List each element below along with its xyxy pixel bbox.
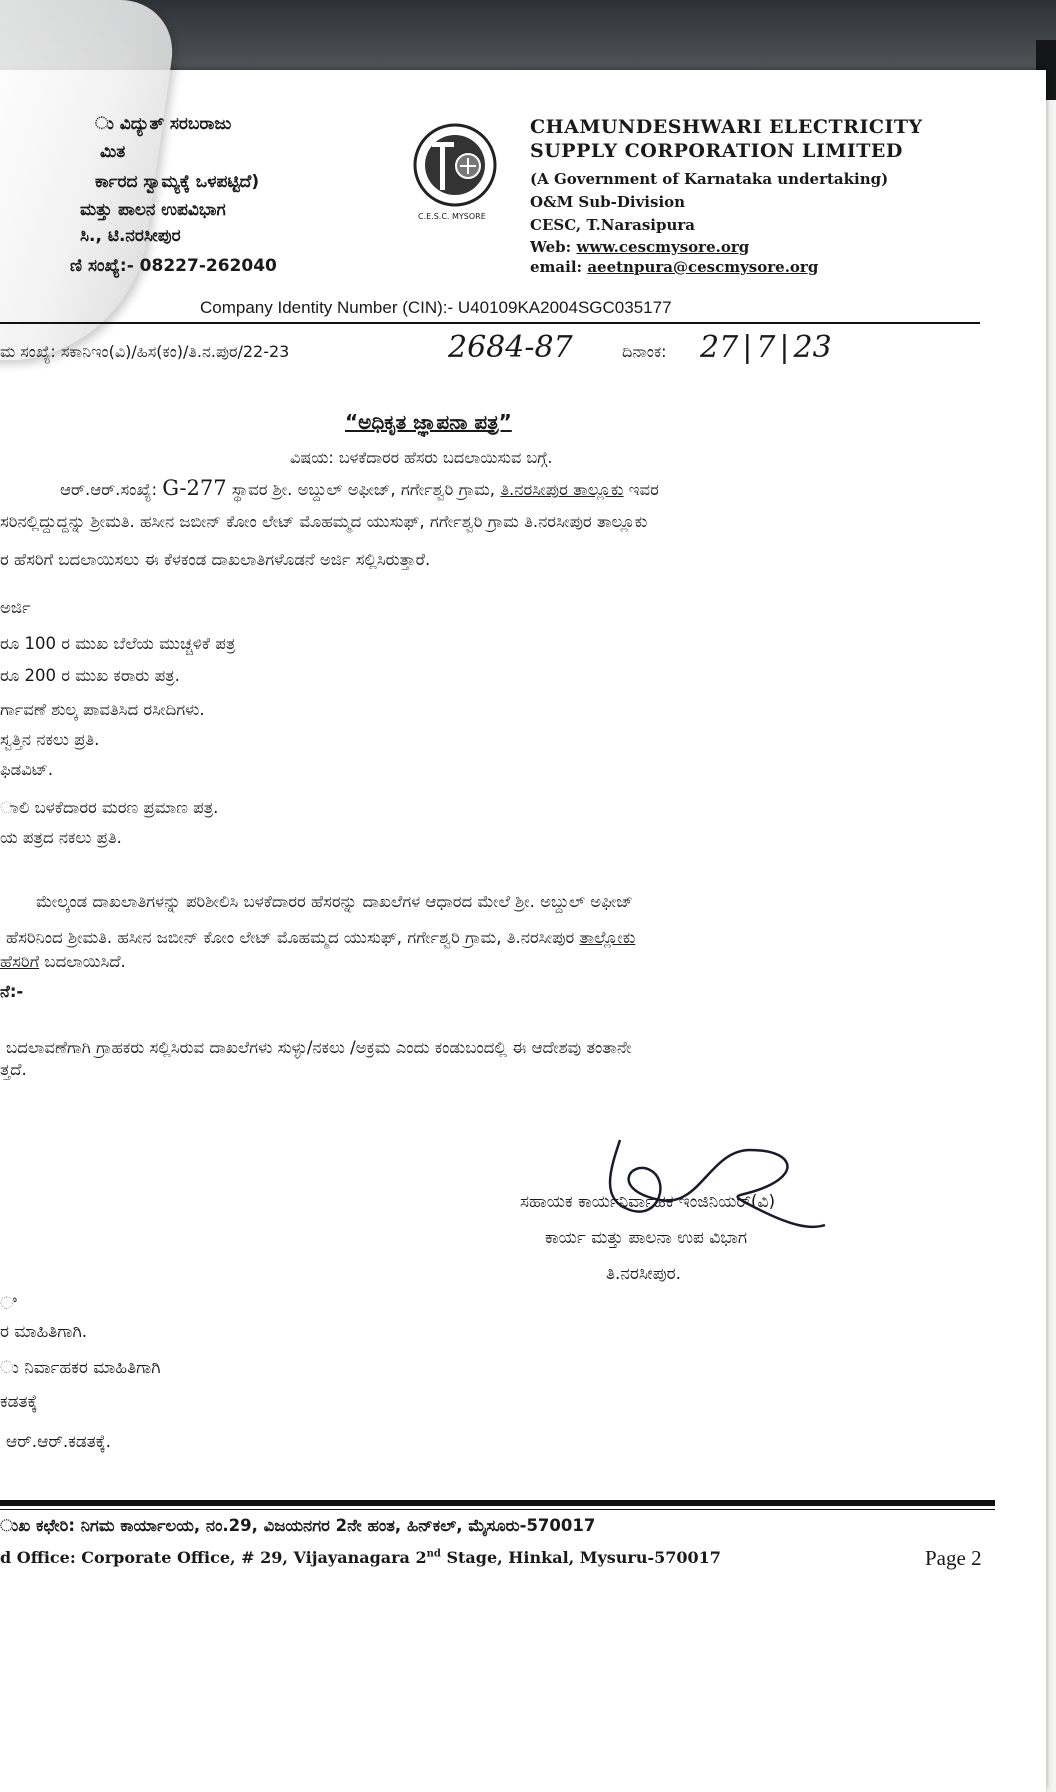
list-item: ಯ ಪತ್ರದ ನಕಲು ಪ್ರತಿ. [0, 828, 122, 847]
copy-item: ು ನಿರ್ವಾಹಕರ ಮಾಹಿತಿಗಾಗಿ [0, 1358, 161, 1378]
footer-en-address [0, 1548, 721, 1567]
header-en-office: CESC, T.Narasipura [530, 216, 695, 234]
header-kn-line1: ು ವಿದ್ಯುತ್ ಸರಬರಾಜು [95, 114, 232, 134]
cesc-logo-icon [410, 120, 500, 210]
list-item: ರೂ 100 ರ ಮುಖ ಬೆಲೆಯ ಮುಚ್ಚಳಿಕೆ ಪತ್ರ [0, 634, 236, 653]
para1-line2: ಸರಿನಲ್ಲಿದ್ದುದ್ದನ್ನು ಶ್ರೀಮತಿ. ಹಸೀನ ಜಬೀನ್ ಕೋಂ ಲೇಟ್ ಮೊಹಮ್ಮದ ಯುಸುಫ್, ಗರ್ಗೇಶ್ವರಿ ಗ್ರಾಮ ತಿ.ನರಸೀಪುರ ತಾಲ್ಲೂಕು [0, 512, 648, 531]
web-link[interactable]: www.cescmysore.org [576, 238, 750, 256]
footer-rule-thin [0, 1509, 995, 1510]
header-kn-line3: ರ್ಕಾರದ ಸ್ವಾಮ್ಯಕ್ಕೆ ಒಳಪಟ್ಟಿದೆ) [95, 172, 260, 192]
cin-number: Company Identity Number (CIN):- U40109KA2004SGC035177 [200, 298, 672, 317]
date-month: 7 [756, 330, 776, 365]
para2-taluk: ತಾಲ್ಲೋಕು [579, 928, 636, 947]
header-kn-line5: ಸಿ., ಟಿ.ನರಸೀಪುರ [80, 226, 181, 246]
header-en-subdivision: O&M Sub-Division [530, 193, 686, 211]
signature-icon [600, 1130, 830, 1240]
header-en-company-line1: CHAMUNDESHWARI ELECTRICITY [530, 116, 923, 138]
header-en-company-line2: SUPPLY CORPORATION LIMITED [530, 140, 903, 162]
note-line2: ತ್ತದೆ. [0, 1060, 27, 1079]
copy-item: ಿ [0, 1294, 17, 1314]
web-label: Web: [530, 238, 572, 256]
para2-changed: ಬದಲಾಯಿಸಿದೆ. [44, 952, 126, 971]
para2-name-underlined: ಹೆಸರಿಗೆ [0, 952, 40, 971]
footer-kn-address: ುಖ ಕಛೇರಿ: ನಿಗಮ ಕಾರ್ಯಾಲಯ, ನಂ.29, ವಿಜಯನಗರ 2ನೇ ಹಂತ, ಹಿನ್‌ಕಲ್, ಮೈಸೂರು-570017 [0, 1516, 596, 1535]
signatory-designation: ಸಹಾಯಕ ಕಾರ್ಯನಿರ್ವಾಹಕ ಇಂಜಿನಿಯರ್(ವಿ) [520, 1192, 776, 1212]
note-heading: ನೆ:- [0, 982, 24, 1001]
copy-item: ಆರ್.ಆರ್.ಕಡತಕ್ಕೆ. [6, 1432, 112, 1452]
para2-line2-text: ಹೆಸರಿನಿಂದ ಶ್ರೀಮತಿ. ಹಸೀನ ಜಬೀನ್ ಕೋಂ ಲೇಟ್ ಮೊಹಮ್ಮದ ಯುಸುಫ್, ಗರ್ಗೇಶ್ವರಿ ಗ್ರಾಮ, ತಿ.ನರಸೀಪುರ [6, 928, 575, 947]
reference-prefix: ಮ ಸಂಖ್ಯೆ: ಸಕಾನಿಇಂ(ವಿ)/ಹಿಸ(ಕಂ)/ತಿ.ನ.ಪುರ/22-23 [0, 342, 290, 361]
footer-en-b: Stage, Hinkal, Mysuru-570017 [440, 1548, 721, 1567]
reference-number: 2684-87 [448, 330, 573, 365]
para1-line1 [60, 476, 659, 500]
email-link[interactable]: aeetnpura@cescmysore.org [587, 258, 819, 276]
header-email [530, 258, 818, 276]
para1-tail: ಇವರ [628, 480, 659, 499]
header-divider [0, 322, 980, 324]
para2-line3 [0, 952, 126, 972]
letter-subject: ವಿಷಯ: ಬಳಕೆದಾರರ ಹೆಸರು ಬದಲಾಯಿಸುವ ಬಗ್ಗೆ. [290, 448, 553, 467]
para2-line2 [6, 928, 635, 948]
list-heading: ಅರ್ಜಿ [0, 598, 31, 617]
list-item: ರ್ಗಾವಣೆ ಶುಲ್ಕ ಪಾವತಿಸಿದ ರಸೀದಿಗಳು. [0, 700, 205, 719]
list-item: ಾಲಿ ಬಳಕೆದಾರರ ಮರಣ ಪ್ರಮಾಣ ಪತ್ರ. [0, 798, 219, 817]
para1-line3: ರ ಹೆಸರಿಗೆ ಬದಲಾಯಿಸಲು ಈ ಕೆಳಕಂಡ ದಾಖಲಾತಿಗಳೊಡನೆ ಅರ್ಜಿ ಸಲ್ಲಿಸಿರುತ್ತಾರೆ. [0, 550, 431, 569]
date-year: 23 [793, 330, 832, 365]
footer-en-sup: nd [426, 1548, 441, 1560]
footer-rule-thick [0, 1500, 995, 1506]
note-line1: ಬದಲಾವಣೆಗಾಗಿ ಗ್ರಾಹಕರು ಸಲ್ಲಿಸಿರುವ ದಾಖಲೆಗಳು ಸುಳ್ಳು/ನಕಲು /ಅಕ್ರಮ ಎಂದು ಕಂಡುಬಂದಲ್ಲಿ ಈ ಆದೇಶವು ತಂತಾನೇ [6, 1038, 632, 1057]
para1-owner: ಸ್ಥಾವರ ಶ್ರೀ. ಅಬ್ದುಲ್ ಅಫೀಜ್, ಗರ್ಗೇಶ್ವರಿ ಗ್ರಾಮ, [231, 480, 496, 499]
logo-caption: C.E.S.C. MYSORE [418, 212, 486, 221]
para1-taluk: ತಿ.ನರಸೀಪುರ ತಾಲ್ಲೂಕು [500, 480, 624, 499]
header-kn-line4: ಮತ್ತು ಪಾಲನ ಉಪವಿಭಾಗ [80, 200, 226, 220]
list-item: ರೂ 200 ರ ಮುಖ ಕರಾರು ಪತ್ರ. [0, 666, 180, 685]
date-handwritten: 27 | 7 | 23 [700, 330, 832, 365]
footer-en-a: d Office: Corporate Office, # 29, Vijayanagara 2 [0, 1548, 427, 1567]
signatory-place: ತಿ.ನರಸೀಪುರ. [606, 1264, 682, 1284]
date-day: 27 [700, 330, 739, 365]
header-en-govt: (A Government of Karnataka undertaking) [530, 170, 889, 188]
header-web [530, 238, 749, 256]
list-item: ಸ್ವತ್ತಿನ ನಕಲು ಪ್ರತಿ. [0, 730, 100, 749]
email-label: email: [530, 258, 583, 276]
signatory-office: ಕಾರ್ಯ ಮತ್ತು ಪಾಲನಾ ಉಪ ವಿಭಾಗ [545, 1228, 748, 1248]
para2-line1: ಮೇಲ್ಕಂಡ ದಾಖಲಾತಿಗಳನ್ನು ಪರಿಶೀಲಿಸಿ ಬಳಕೆದಾರರ ಹೆಸರನ್ನು ದಾಖಲೆಗಳ ಆಧಾರದ ಮೇಲೆ ಶ್ರೀ. ಅಬ್ದುಲ್ ಅಫೀಜ್ [36, 892, 633, 911]
rr-number: G-277 [162, 476, 227, 500]
rr-label: ಆರ್.ಆರ್.ಸಂಖ್ಯೆ: [60, 480, 157, 499]
list-item: ಫಿಡವಿಟ್. [0, 760, 54, 779]
copy-item: ರ ಮಾಹಿತಿಗಾಗಿ. [0, 1322, 88, 1342]
header-kn-line2: ಮಿತ [100, 142, 126, 162]
copy-item: ಕಡತಕ್ಕೆ [0, 1392, 38, 1412]
page-number: Page 2 [925, 1546, 982, 1570]
date-label: ದಿನಾಂಕ: [622, 342, 667, 361]
header-kn-phone: ಣಿ ಸಂಖ್ಯೆ:- 08227-262040 [70, 256, 277, 276]
letter-title: “ಅಧಿಕೃತ ಜ್ಞಾಪನಾ ಪತ್ರ” [345, 410, 512, 434]
